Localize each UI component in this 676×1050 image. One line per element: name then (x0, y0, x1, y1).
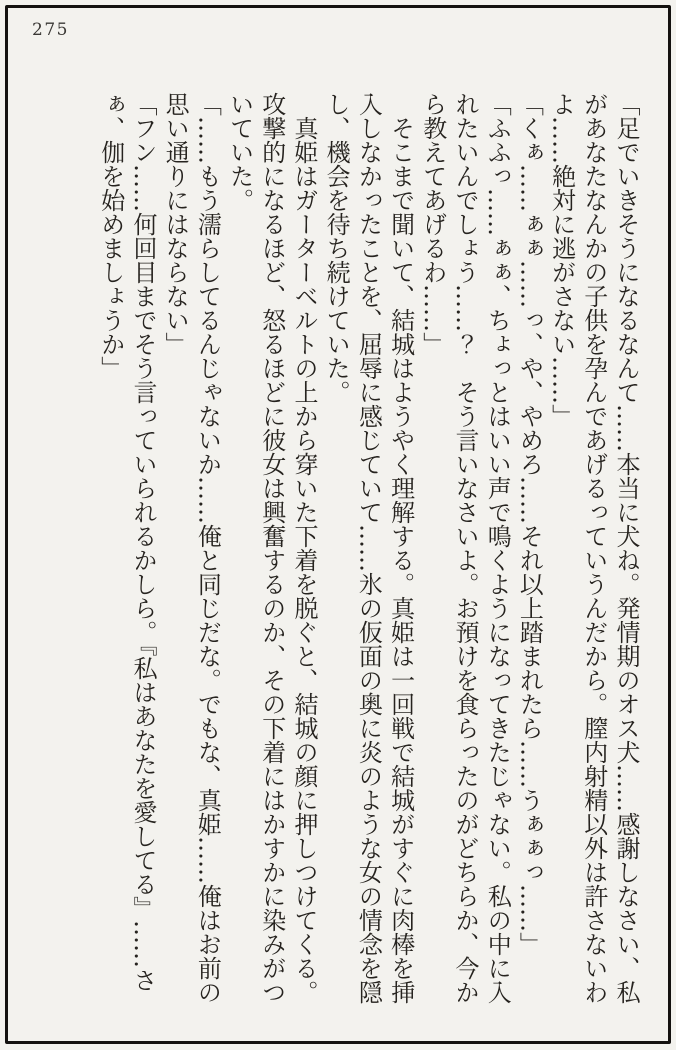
paragraph: 「フン……何回目までそう言っていられるかしら。『私はあなたを愛してる』……さぁ、伽を始めましょうか」 (96, 92, 157, 992)
paragraph: 「くぁ……ぁぁ……っ、や、やめろ……それ以上踏まれたら……うぁぁっ……」 (515, 92, 544, 956)
paragraph: 「……もう濡らしてるんじゃないか……俺と同じだな。でもな、真姫……俺はお前の思い通りにはならない」 (161, 92, 222, 1004)
page-number: 275 (32, 20, 69, 40)
paragraph: 真姫はガーターベルトの上から穿いた下着を脱ぐと、結城の顔に押しつけてくる。攻撃的になるほど、怒るほどに彼女は興奮するのか、その下着にはかすかに染みがついていた。 (225, 92, 318, 1004)
paragraph: 「ふふっ……ぁぁ、ちょっとはいい声で鳴くようになってきたじゃない。私の中に入れたいんでしょう……？ そう言いなさいよ。お預けを食らったのがどちらか、今から教えてあげるわ……」 (418, 92, 512, 1004)
paragraph: 「足でいきそうになるなんて……本当に犬ね。発情期のオス犬……感謝しなさい、私があなたなんかの子供を孕んであげるっていうんだから。膣内射精以外は許さないわよ……絶対に逃がさない……」 (547, 92, 640, 1004)
paragraph: そこまで聞いて、結城はようやく理解する。真姫は一回戦で結城がすぐに肉棒を挿入しなかったことを、屈辱に感じていて……氷の仮面の奥に炎のような女の情念を隠し、機会を待ち続けていた。 (322, 92, 415, 1004)
text-body (94, 92, 642, 1004)
